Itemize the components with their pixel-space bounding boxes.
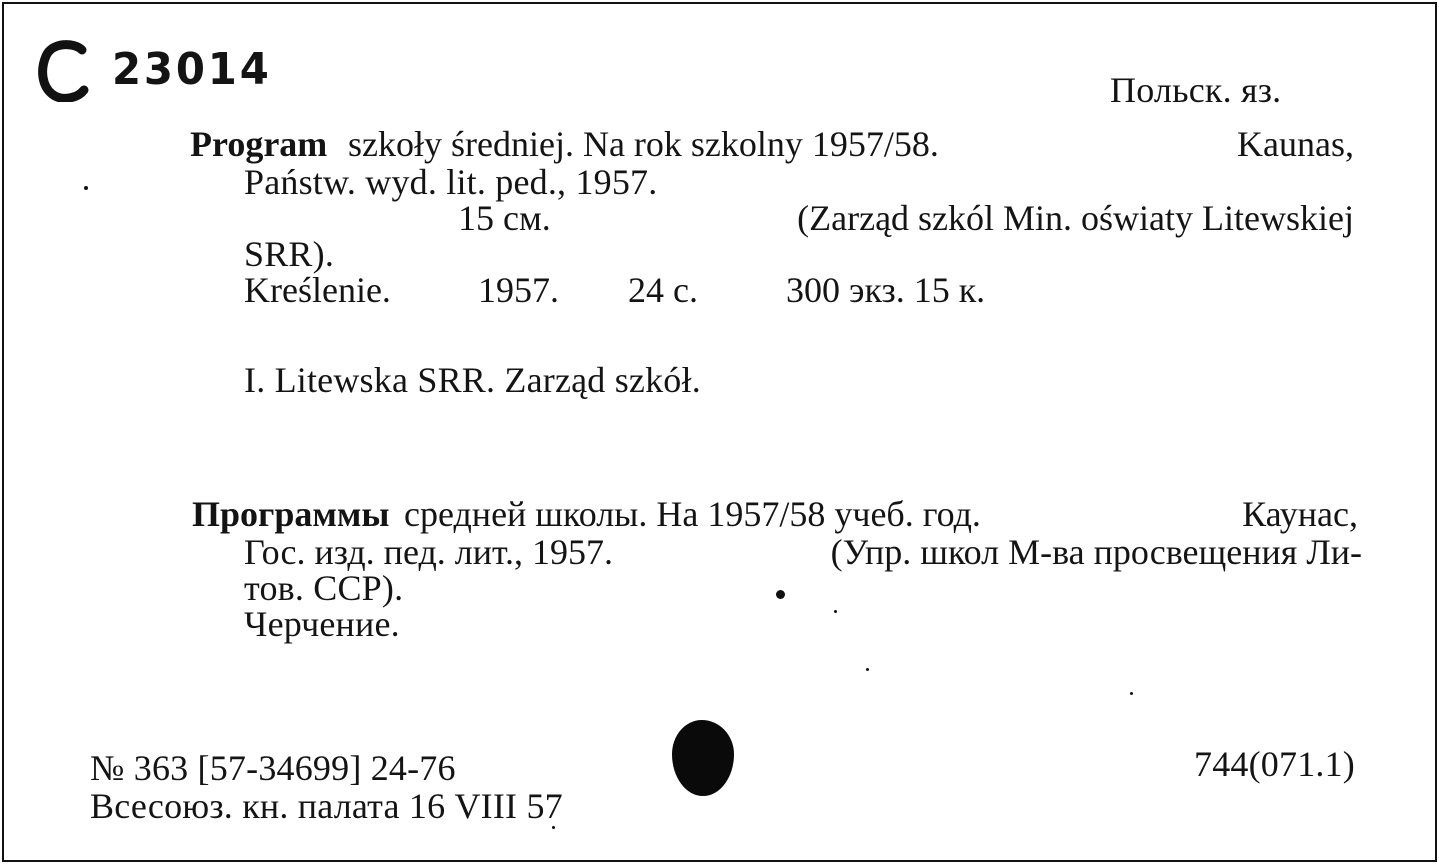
ink-speck xyxy=(866,668,869,671)
polish-size: 15 см. xyxy=(458,198,551,238)
polish-added-entry: I. Litewska SRR. Zarząd szkół. xyxy=(244,360,701,400)
ink-speck xyxy=(552,826,555,829)
polish-subject: Kreślenie. xyxy=(244,270,391,310)
polish-title-rest: szkoły średniej. Na rok szkolny 1957/58. xyxy=(348,124,939,164)
punch-hole xyxy=(672,720,734,796)
ink-speck xyxy=(834,610,837,613)
polish-publisher: Państw. wyd. lit. ped., 1957. xyxy=(244,162,658,202)
ink-speck xyxy=(84,186,88,190)
russian-series: (Упр. школ М-ва просвещения Ли- xyxy=(830,532,1362,572)
russian-title-bold: Программы xyxy=(192,494,390,534)
classification-index: 744(071.1) xyxy=(1194,744,1355,784)
polish-city: Kaunas, xyxy=(1237,124,1354,164)
russian-subject: Черчение. xyxy=(244,604,400,644)
polish-year: 1957. xyxy=(478,270,559,310)
book-chamber: Всесоюз. кн. палата 16 VIII 57 xyxy=(90,786,563,826)
inventory-number: 23014 xyxy=(112,44,272,95)
polish-series: (Zarząd szkól Min. oświaty Litewskiej xyxy=(797,198,1354,238)
polish-pages: 24 с. xyxy=(628,270,698,310)
ink-speck xyxy=(1130,692,1133,695)
polish-series-end: SRR). xyxy=(244,234,335,274)
russian-publisher: Гос. изд. пед. лит., 1957. xyxy=(244,532,614,572)
catalog-card xyxy=(2,2,1437,862)
ink-speck xyxy=(776,590,785,599)
stamp-c-icon xyxy=(38,40,90,102)
russian-title-rest: средней школы. На 1957/58 учеб. год. xyxy=(404,494,981,534)
record-number: № 363 [57-34699] 24-76 xyxy=(90,748,456,788)
polish-title-bold: Program xyxy=(190,124,328,164)
polish-copies: 300 экз. 15 к. xyxy=(786,270,986,310)
russian-city: Каунас, xyxy=(1242,494,1358,534)
language-note: Польск. яз. xyxy=(1110,70,1282,110)
russian-series-end: тов. ССР). xyxy=(244,568,404,608)
